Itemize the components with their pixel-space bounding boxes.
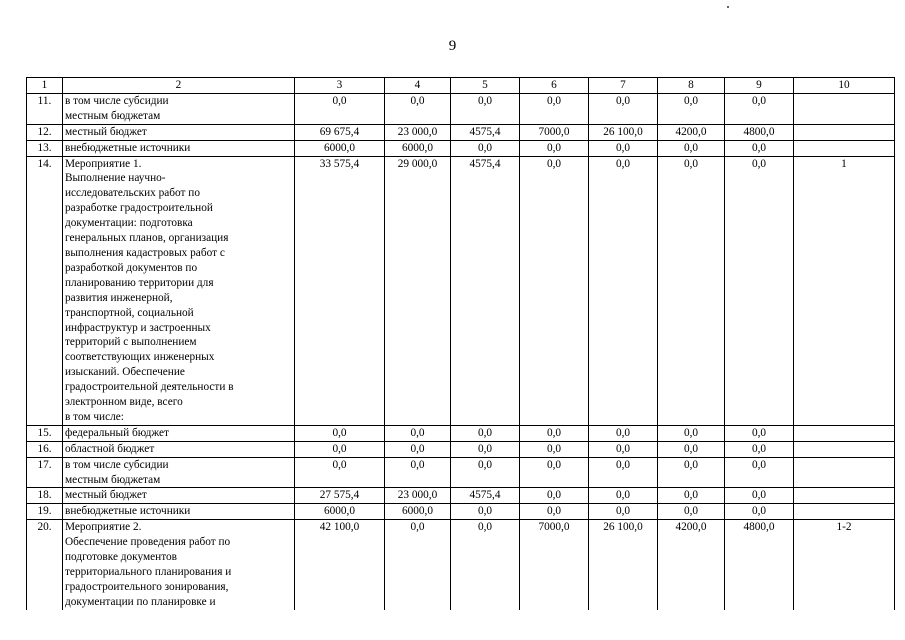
value-cell: 4800,0 bbox=[725, 124, 794, 140]
value-cell: 0,0 bbox=[725, 488, 794, 504]
value-cell: 42 100,0 bbox=[295, 520, 385, 610]
value-cell: 0,0 bbox=[385, 520, 451, 610]
value-cell: 0,0 bbox=[295, 457, 385, 488]
value-cell: 0,0 bbox=[589, 156, 658, 425]
value-cell: 0,0 bbox=[589, 93, 658, 124]
header-cell: 7 bbox=[589, 78, 658, 94]
row-description: областной бюджет bbox=[63, 441, 295, 457]
task-reference bbox=[794, 425, 895, 441]
value-cell: 6000,0 bbox=[385, 504, 451, 520]
value-cell: 0,0 bbox=[451, 520, 520, 610]
task-reference bbox=[794, 488, 895, 504]
value-cell: 0,0 bbox=[385, 441, 451, 457]
row-number: 12. bbox=[27, 124, 63, 140]
value-cell: 29 000,0 bbox=[385, 156, 451, 425]
value-cell: 0,0 bbox=[725, 93, 794, 124]
value-cell: 6000,0 bbox=[385, 140, 451, 156]
value-cell: 0,0 bbox=[589, 140, 658, 156]
header-cell: 4 bbox=[385, 78, 451, 94]
row-description: Мероприятие 2. Обеспечение проведения работ по подготовке документов территориального планирования и градостроительного зонирования, документации по планировке и bbox=[63, 520, 295, 610]
row-description: в том числе субсидии местным бюджетам bbox=[63, 457, 295, 488]
value-cell: 4575,4 bbox=[451, 124, 520, 140]
task-reference: 1 bbox=[794, 156, 895, 425]
value-cell: 23 000,0 bbox=[385, 488, 451, 504]
row-number: 15. bbox=[27, 425, 63, 441]
row-description: местный бюджет bbox=[63, 124, 295, 140]
table-row bbox=[27, 156, 895, 425]
row-description: Мероприятие 1. Выполнение научно- исследовательских работ по разработке градостроительной документации: подготовка генеральных планов, организация выполнения кадастровых работ с разработкой документов по планированию территории для развития инженерной, транспортной, социальной инфраструктур и застроенных территорий с выполнением соответствующих инженерных изысканий. Обеспечение градостроительной деятельности в электронном виде, всего в том числе: bbox=[63, 156, 295, 425]
value-cell: 23 000,0 bbox=[385, 124, 451, 140]
value-cell: 0,0 bbox=[520, 457, 589, 488]
value-cell: 0,0 bbox=[520, 140, 589, 156]
row-number: 17. bbox=[27, 457, 63, 488]
value-cell: 0,0 bbox=[295, 425, 385, 441]
value-cell: 0,0 bbox=[295, 441, 385, 457]
value-cell: 0,0 bbox=[725, 425, 794, 441]
task-reference bbox=[794, 124, 895, 140]
header-cell: 8 bbox=[658, 78, 725, 94]
value-cell: 0,0 bbox=[295, 93, 385, 124]
value-cell: 0,0 bbox=[520, 93, 589, 124]
value-cell: 4800,0 bbox=[725, 520, 794, 610]
value-cell: 0,0 bbox=[589, 457, 658, 488]
value-cell: 0,0 bbox=[451, 504, 520, 520]
value-cell: 0,0 bbox=[589, 441, 658, 457]
value-cell: 0,0 bbox=[385, 425, 451, 441]
value-cell: 0,0 bbox=[451, 93, 520, 124]
task-reference bbox=[794, 441, 895, 457]
row-description: федеральный бюджет bbox=[63, 425, 295, 441]
value-cell: 0,0 bbox=[725, 457, 794, 488]
value-cell: 4200,0 bbox=[658, 124, 725, 140]
value-cell: 27 575,4 bbox=[295, 488, 385, 504]
table-row bbox=[27, 124, 895, 140]
value-cell: 4575,4 bbox=[451, 156, 520, 425]
row-number: 16. bbox=[27, 441, 63, 457]
table-row bbox=[27, 504, 895, 520]
table-body bbox=[27, 78, 895, 610]
value-cell: 7000,0 bbox=[520, 520, 589, 610]
value-cell: 33 575,4 bbox=[295, 156, 385, 425]
value-cell: 0,0 bbox=[451, 457, 520, 488]
value-cell: 4575,4 bbox=[451, 488, 520, 504]
table-row bbox=[27, 488, 895, 504]
header-cell: 10 bbox=[794, 78, 895, 94]
value-cell: 0,0 bbox=[658, 156, 725, 425]
value-cell: 0,0 bbox=[520, 156, 589, 425]
header-cell: 9 bbox=[725, 78, 794, 94]
row-number: 14. bbox=[27, 156, 63, 425]
row-number: 18. bbox=[27, 488, 63, 504]
value-cell: 0,0 bbox=[451, 140, 520, 156]
value-cell: 0,0 bbox=[451, 425, 520, 441]
row-number: 19. bbox=[27, 504, 63, 520]
header-cell: 2 bbox=[63, 78, 295, 94]
row-description: внебюджетные источники bbox=[63, 504, 295, 520]
budget-table bbox=[26, 77, 895, 610]
value-cell: 0,0 bbox=[658, 441, 725, 457]
row-description: местный бюджет bbox=[63, 488, 295, 504]
value-cell: 0,0 bbox=[725, 156, 794, 425]
value-cell: 26 100,0 bbox=[589, 124, 658, 140]
value-cell: 26 100,0 bbox=[589, 520, 658, 610]
value-cell: 0,0 bbox=[725, 504, 794, 520]
task-reference bbox=[794, 140, 895, 156]
header-cell: 5 bbox=[451, 78, 520, 94]
task-reference bbox=[794, 504, 895, 520]
scan-speck bbox=[727, 6, 729, 8]
value-cell: 0,0 bbox=[725, 140, 794, 156]
value-cell: 0,0 bbox=[658, 504, 725, 520]
task-reference: 1-2 bbox=[794, 520, 895, 610]
value-cell: 6000,0 bbox=[295, 504, 385, 520]
value-cell: 0,0 bbox=[658, 488, 725, 504]
row-number: 13. bbox=[27, 140, 63, 156]
value-cell: 0,0 bbox=[658, 93, 725, 124]
row-number: 20. bbox=[27, 520, 63, 610]
table-row bbox=[27, 93, 895, 124]
value-cell: 0,0 bbox=[385, 457, 451, 488]
value-cell: 0,0 bbox=[658, 457, 725, 488]
value-cell: 6000,0 bbox=[295, 140, 385, 156]
table-row bbox=[27, 457, 895, 488]
row-number: 11. bbox=[27, 93, 63, 124]
value-cell: 0,0 bbox=[520, 488, 589, 504]
value-cell: 0,0 bbox=[520, 441, 589, 457]
page-number: 9 bbox=[448, 38, 457, 54]
table-row bbox=[27, 140, 895, 156]
task-reference bbox=[794, 93, 895, 124]
value-cell: 0,0 bbox=[725, 441, 794, 457]
value-cell: 0,0 bbox=[589, 488, 658, 504]
value-cell: 0,0 bbox=[658, 140, 725, 156]
task-reference bbox=[794, 457, 895, 488]
row-description: внебюджетные источники bbox=[63, 140, 295, 156]
value-cell: 7000,0 bbox=[520, 124, 589, 140]
header-cell: 6 bbox=[520, 78, 589, 94]
value-cell: 0,0 bbox=[658, 425, 725, 441]
header-cell: 1 bbox=[27, 78, 63, 94]
header-row bbox=[27, 78, 895, 94]
table-row bbox=[27, 425, 895, 441]
row-description: в том числе субсидии местным бюджетам bbox=[63, 93, 295, 124]
value-cell: 0,0 bbox=[589, 425, 658, 441]
value-cell: 0,0 bbox=[589, 504, 658, 520]
value-cell: 69 675,4 bbox=[295, 124, 385, 140]
value-cell: 0,0 bbox=[520, 425, 589, 441]
header-cell: 3 bbox=[295, 78, 385, 94]
value-cell: 0,0 bbox=[451, 441, 520, 457]
table-row bbox=[27, 520, 895, 610]
value-cell: 0,0 bbox=[385, 93, 451, 124]
value-cell: 0,0 bbox=[520, 504, 589, 520]
table-row bbox=[27, 441, 895, 457]
value-cell: 4200,0 bbox=[658, 520, 725, 610]
